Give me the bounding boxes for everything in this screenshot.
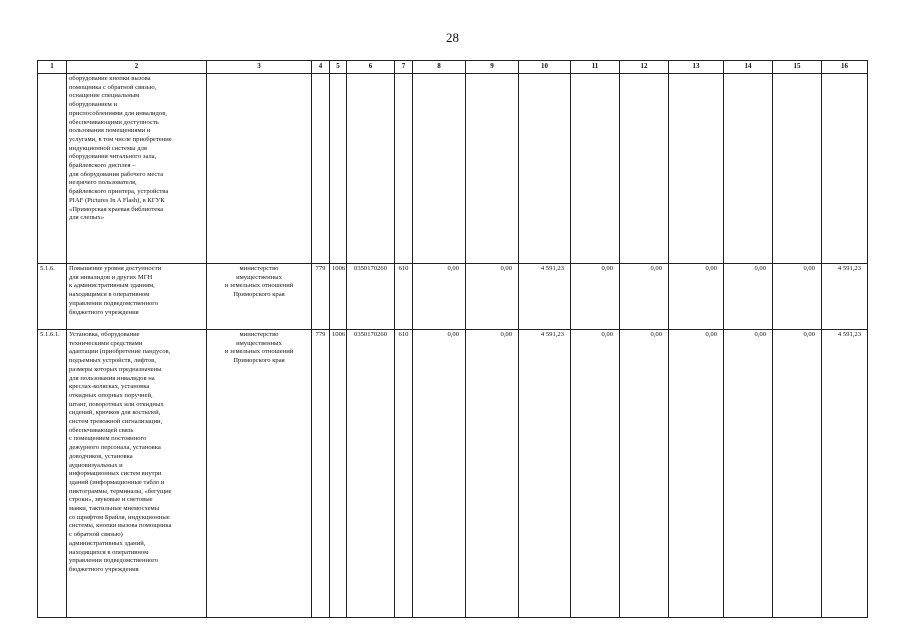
amount-cell xyxy=(519,74,571,264)
amount-cell: 0,00 xyxy=(571,264,620,330)
expense-type-code: 610 xyxy=(395,330,413,618)
amount-cell: 0,00 xyxy=(620,264,669,330)
column-header: 13 xyxy=(669,61,724,74)
amount-cell: 0,00 xyxy=(724,330,773,618)
target-article-code: 0350170260 xyxy=(347,264,395,330)
section-code: 1006 xyxy=(330,264,347,330)
target-article-code xyxy=(347,74,395,264)
target-article-code: 0350170260 xyxy=(347,330,395,618)
column-header: 1 xyxy=(38,61,67,74)
amount-cell: 4 591,23 xyxy=(519,330,571,618)
section-code: 1006 xyxy=(330,330,347,618)
header-row xyxy=(38,61,868,74)
amount-cell: 0,00 xyxy=(466,264,519,330)
amount-cell: 4 591,23 xyxy=(519,264,571,330)
row-number: 5.1.6.1. xyxy=(38,330,67,618)
event-description: Установка, оборудование техническими средствами адаптации (приобретение пандусов, подъемных устройств, лифтов, размеры которых предназначены для пользования инвалидов на креслах-колясках, установка откидных опорных поручней, штанг, поворотных или откидных сидений, крючков для костылей, систем тревожной сигнализации, обеспечивающей связь с помещением постоянного дежурного персонала, установка доводчиков, установка аудиовизуальных и информационных систем внутри зданий (информационные табло и пиктограммы, терминалы, «бегущие строки», звуковые и световые маяки, тактильные мнемосхемы со шрифтом Брайля, индукционные системы, кнопки вызова помощника с обратной связью) административных зданий, находящихся в оперативном управлении подведомственного бюджетного учреждения xyxy=(67,330,207,618)
table-row xyxy=(38,330,868,618)
amount-cell xyxy=(669,74,724,264)
amount-cell xyxy=(724,74,773,264)
responsible-executor: министерство имущественных и земельных отношений Приморского края xyxy=(207,330,312,618)
column-header: 16 xyxy=(822,61,868,74)
grbs-code: 779 xyxy=(312,264,330,330)
table-row xyxy=(38,74,868,264)
page-number: 28 xyxy=(446,30,459,45)
column-header: 2 xyxy=(67,61,207,74)
amount-cell: 0,00 xyxy=(669,330,724,618)
amount-cell: 0,00 xyxy=(413,330,466,618)
column-header: 14 xyxy=(724,61,773,74)
table-row xyxy=(38,264,868,330)
responsible-executor xyxy=(207,74,312,264)
column-header: 3 xyxy=(207,61,312,74)
section-code xyxy=(330,74,347,264)
grbs-code: 779 xyxy=(312,330,330,618)
responsible-executor: министерство имущественных и земельных отношений Приморского края xyxy=(207,264,312,330)
grbs-code xyxy=(312,74,330,264)
amount-cell xyxy=(466,74,519,264)
amount-cell xyxy=(773,74,822,264)
row-number: 5.1.6. xyxy=(38,264,67,330)
expense-type-code xyxy=(395,74,413,264)
amount-cell xyxy=(620,74,669,264)
event-description: оборудование кнопки вызова помощника с обратной связью, оснащение специальным оборудованием и приспособлениями для инвалидов, обеспечивающими доступность пользования помещениями и услугами, в том числе приобретение индукционной системы для оборудования читального зала, брайлевского дисплея – для оборудования рабочего места незрячего пользователя, брайлевского принтера, устройства PIAF (Pictures In A Flash), в КГУК «Приморская краевая библиотека для слепых» xyxy=(67,74,207,264)
amount-cell: 0,00 xyxy=(724,264,773,330)
row-number xyxy=(38,74,67,264)
column-header: 6 xyxy=(347,61,395,74)
amount-cell: 0,00 xyxy=(466,330,519,618)
amount-cell: 0,00 xyxy=(773,264,822,330)
amount-cell: 0,00 xyxy=(413,264,466,330)
total-cell: 4 591,23 xyxy=(822,264,868,330)
amount-cell xyxy=(571,74,620,264)
column-header: 7 xyxy=(395,61,413,74)
expense-type-code: 610 xyxy=(395,264,413,330)
amount-cell: 0,00 xyxy=(773,330,822,618)
column-header: 9 xyxy=(466,61,519,74)
column-header: 15 xyxy=(773,61,822,74)
column-header: 5 xyxy=(330,61,347,74)
amount-cell: 0,00 xyxy=(571,330,620,618)
column-header: 11 xyxy=(571,61,620,74)
column-header: 12 xyxy=(620,61,669,74)
amount-cell xyxy=(413,74,466,264)
column-header: 8 xyxy=(413,61,466,74)
event-description: Повышение уровня доступности для инвалидов и других МГН к административным зданиям, находящимся в оперативном управлении подведомственного бюджетного учреждения xyxy=(67,264,207,330)
total-cell: 4 591,23 xyxy=(822,330,868,618)
budget-table xyxy=(37,60,868,618)
column-header: 10 xyxy=(519,61,571,74)
amount-cell: 0,00 xyxy=(669,264,724,330)
column-header: 4 xyxy=(312,61,330,74)
total-cell xyxy=(822,74,868,264)
amount-cell: 0,00 xyxy=(620,330,669,618)
